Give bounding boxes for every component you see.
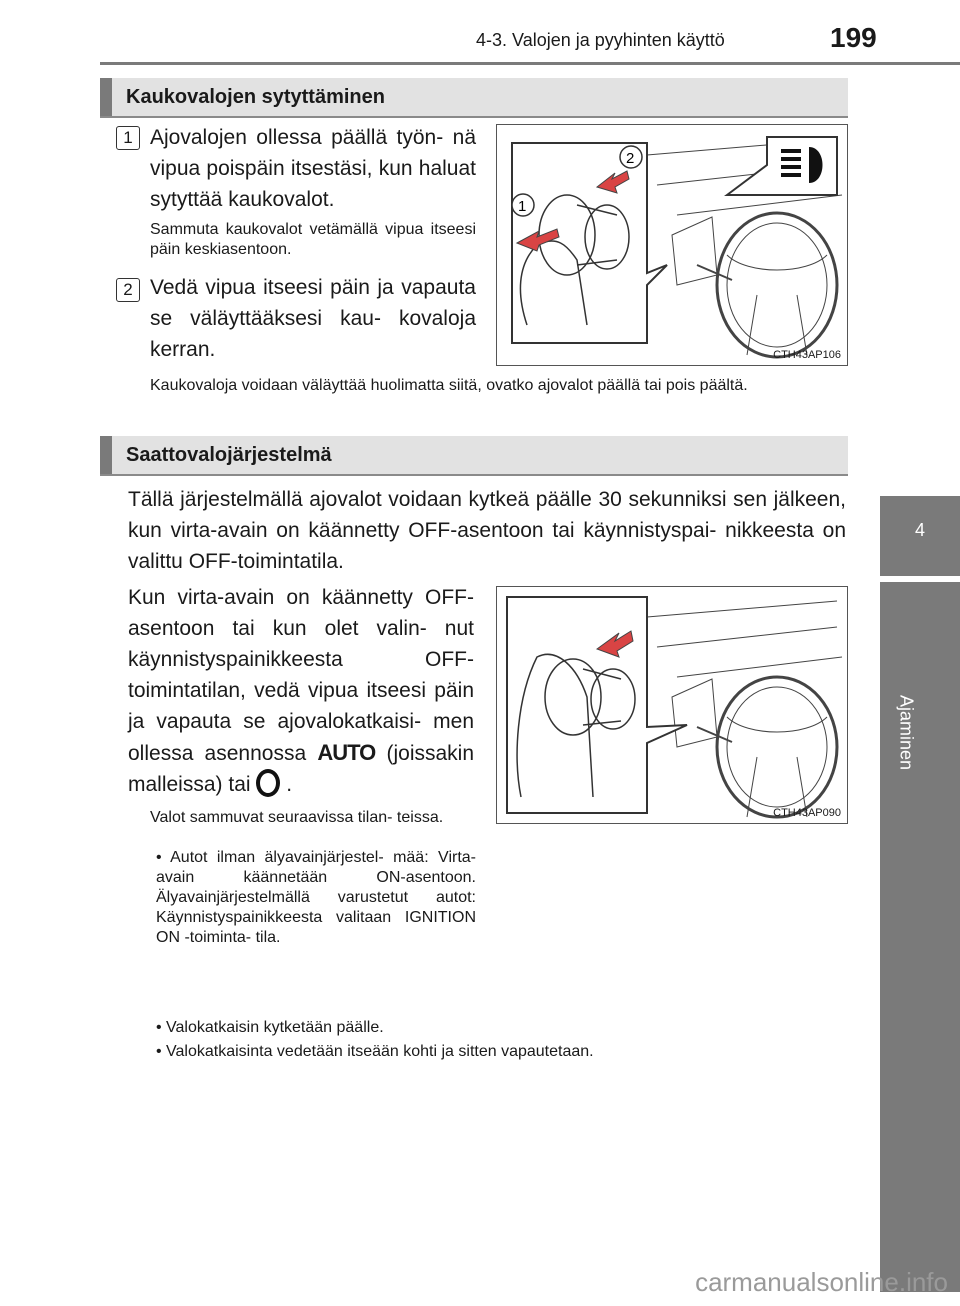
section-title: Saattovalojärjestelmä <box>126 444 332 466</box>
step1-note: Sammuta kaukovalot vetämällä vipua itseesi päin keskiasentoon. <box>150 221 476 258</box>
heading-marker <box>100 436 112 474</box>
step1-text: Ajovalojen ollessa päällä työn- nä vipua poispäin itsestäsi, kun haluat sytyttää kaukovalot. <box>150 126 476 211</box>
chapter-number: 4 <box>914 520 925 540</box>
lever-pull-illustration <box>497 587 847 823</box>
callout-1: 1 <box>518 198 527 215</box>
section-title: Kaukovalojen sytyttäminen <box>126 86 385 108</box>
chapter-tab <box>880 496 960 576</box>
header-rule <box>100 62 960 65</box>
instruction-text: Kun virta-avain on käännetty OFF-asentoon tai kun olet valin- nut käynnistyspainikkeesta OFF- toimintatilan, vedä vipua itseesi päin ja vapauta se ajovalokatkaisi- men ollessa asennossa <box>128 586 474 765</box>
lever-illustration <box>497 125 847 365</box>
section2-instruction <box>128 582 474 800</box>
figure-code: CTH43AP106 <box>773 349 841 361</box>
section-heading-high-beam <box>100 78 848 118</box>
page-number: 199 <box>830 22 877 53</box>
section2-intro: Tällä järjestelmällä ajovalot voidaan kytkeä päälle 30 sekunniksi sen jälkeen, kun virta-avain on käännetty OFF-asentoon tai käynnistyspai- nikkeesta on valittu OFF-toimintatila. <box>128 488 846 573</box>
heading-marker <box>100 78 112 116</box>
bullet-item: • Valokatkaisinta vedetään itseään kohti ja sitten vapautetaan. <box>156 1043 594 1060</box>
section1-note: Kaukovaloja voidaan väläyttää huolimatta siitä, ovatko ajovalot päällä tai pois päältä. <box>150 377 748 394</box>
step-number: 2 <box>116 278 140 302</box>
chapter-tab-lower <box>880 582 960 1292</box>
auto-symbol: AUTO <box>317 740 376 765</box>
figure-lever-pull <box>496 586 848 824</box>
instruction-end: . <box>286 773 293 796</box>
step-number: 1 <box>116 126 140 150</box>
bullet-item: • Valokatkaisin kytketään päälle. <box>156 1019 384 1036</box>
running-header: 4-3. Valojen ja pyyhinten käyttö <box>476 30 725 50</box>
figure-code: CTH43AP090 <box>773 807 841 819</box>
chapter-name: Ajaminen <box>896 694 917 771</box>
figure-high-beam-lever <box>496 124 848 366</box>
bullet-item: • Autot ilman älyavainjärjestel- mää: Virta-avain käännetään ON-asentoon. Älyavainjärjestelmällä varustetut autot: Käynnistyspainikkeesta valitaan IGNITION ON -toiminta- tila. <box>156 849 476 946</box>
off-conditions-note: Valot sammuvat seuraavissa tilan- teissa. <box>150 809 444 826</box>
chapter-label <box>896 672 916 792</box>
step2-text: Vedä vipua itseesi päin ja vapauta se väläyttääksesi kau- kovaloja kerran. <box>150 276 476 361</box>
section-heading-follow-me <box>100 436 848 476</box>
watermark: carmanualsonline.info <box>695 1267 948 1297</box>
headlight-off-icon <box>256 769 280 797</box>
callout-2: 2 <box>626 150 635 167</box>
instruction-text-cont: (joissakin malleissa) tai <box>128 742 475 796</box>
